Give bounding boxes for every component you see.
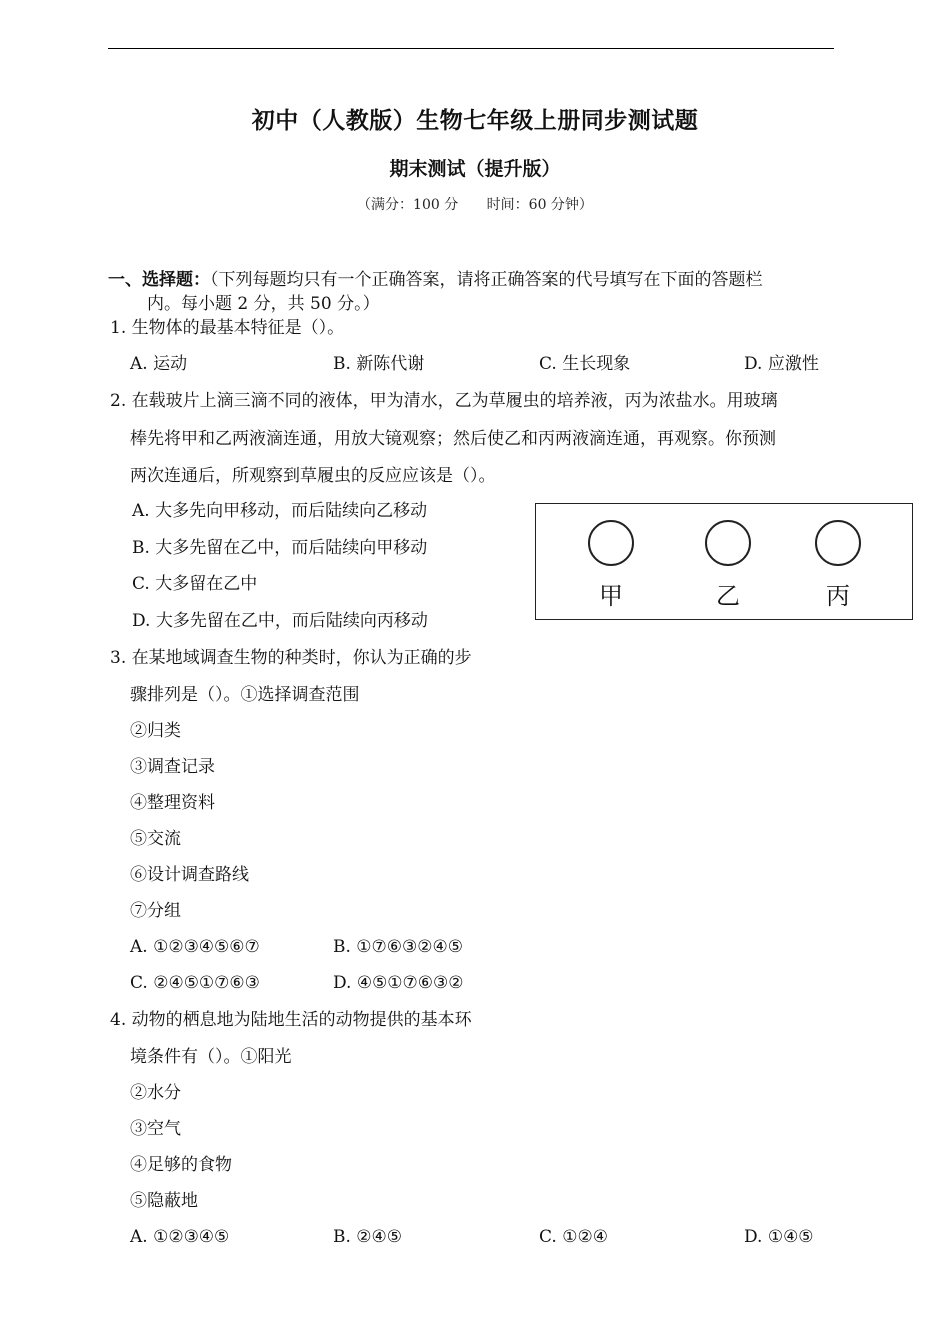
droplet-jia [588, 520, 634, 566]
q2-option-a: A. 大多先向甲移动，而后陆续向乙移动 [132, 501, 428, 521]
q3-item-7: ⑦分组 [130, 901, 181, 921]
droplet-label-jia: 甲 [599, 582, 623, 610]
q1-option-a: A. 运动 [130, 354, 188, 374]
q1-option-b: B. 新陈代谢 [333, 354, 425, 374]
q3-item-5: ⑤交流 [130, 829, 181, 849]
q1-option-c: C. 生长现象 [539, 354, 631, 374]
q4-option-c: C. ①②④ [539, 1227, 608, 1247]
exam-meta [0, 194, 950, 214]
q3-option-a: A. ①②③④⑤⑥⑦ [130, 937, 260, 957]
q4-item-3: ③空气 [130, 1119, 181, 1139]
q3-option-d: D. ④⑤①⑦⑥③② [333, 973, 464, 993]
question-4-stem-1: 4. 动物的栖息地为陆地生活的动物提供的基本环 [110, 1010, 472, 1030]
droplet-label-yi: 乙 [716, 582, 740, 610]
droplet-label-bing: 丙 [826, 582, 850, 610]
section-title: 一、选择题： [108, 270, 210, 290]
question-4-stem-2: 境条件有（）。①阳光 [130, 1047, 292, 1067]
droplet-bing [815, 520, 861, 566]
section-instruction-2: 内。每小题 2 分，共 50 分。） [147, 294, 380, 314]
q3-option-c: C. ②④⑤①⑦⑥③ [130, 973, 260, 993]
question-2-stem-1: 2. 在载玻片上滴三滴不同的液体，甲为清水，乙为草履虫的培养液，丙为浓盐水。用玻璃 [110, 391, 778, 411]
q1-option-d: D. 应激性 [744, 354, 819, 374]
question-3-stem-1: 3. 在某地域调查生物的种类时，你认为正确的步 [110, 648, 472, 668]
q2-option-b: B. 大多先留在乙中，而后陆续向甲移动 [132, 538, 428, 558]
q4-option-a: A. ①②③④⑤ [130, 1227, 230, 1247]
question-1-stem: 1. 生物体的最基本特征是（）。 [110, 318, 345, 338]
exam-time: 时间：60 分钟） [486, 197, 593, 213]
droplet-yi [705, 520, 751, 566]
question-2-stem-2: 棒先将甲和乙两液滴连通，用放大镜观察；然后使乙和丙两液滴连通，再观察。你预测 [130, 429, 776, 449]
page-title: 初中（人教版）生物七年级上册同步测试题 [251, 108, 699, 134]
question-2-stem-3: 两次连通后，所观察到草履虫的反应应该是（）。 [130, 466, 496, 486]
q4-option-d: D. ①④⑤ [744, 1227, 814, 1247]
section-instruction-1: （下列每题均只有一个正确答案，请将正确答案的代号填写在下面的答题栏 [210, 270, 763, 290]
q4-option-b: B. ②④⑤ [333, 1227, 403, 1247]
full-score: （满分：100 分 [357, 197, 459, 213]
header-rule [108, 48, 834, 49]
q4-item-5: ⑤隐蔽地 [130, 1191, 198, 1211]
q4-item-2: ②水分 [130, 1083, 181, 1103]
q3-item-2: ②归类 [130, 721, 181, 741]
page-subtitle: 期末测试（提升版） [389, 158, 561, 180]
q3-item-3: ③调查记录 [130, 757, 215, 777]
q3-item-6: ⑥设计调查路线 [130, 865, 249, 885]
q2-option-c: C. 大多留在乙中 [132, 574, 258, 594]
q3-item-4: ④整理资料 [130, 793, 215, 813]
section-heading [108, 270, 763, 290]
q4-item-4: ④足够的食物 [130, 1155, 232, 1175]
q3-option-b: B. ①⑦⑥③②④⑤ [333, 937, 463, 957]
question-3-stem-2: 骤排列是（）。①选择调查范围 [130, 685, 360, 705]
q2-option-d: D. 大多先留在乙中，而后陆续向丙移动 [132, 611, 428, 631]
droplet-figure [535, 503, 913, 620]
